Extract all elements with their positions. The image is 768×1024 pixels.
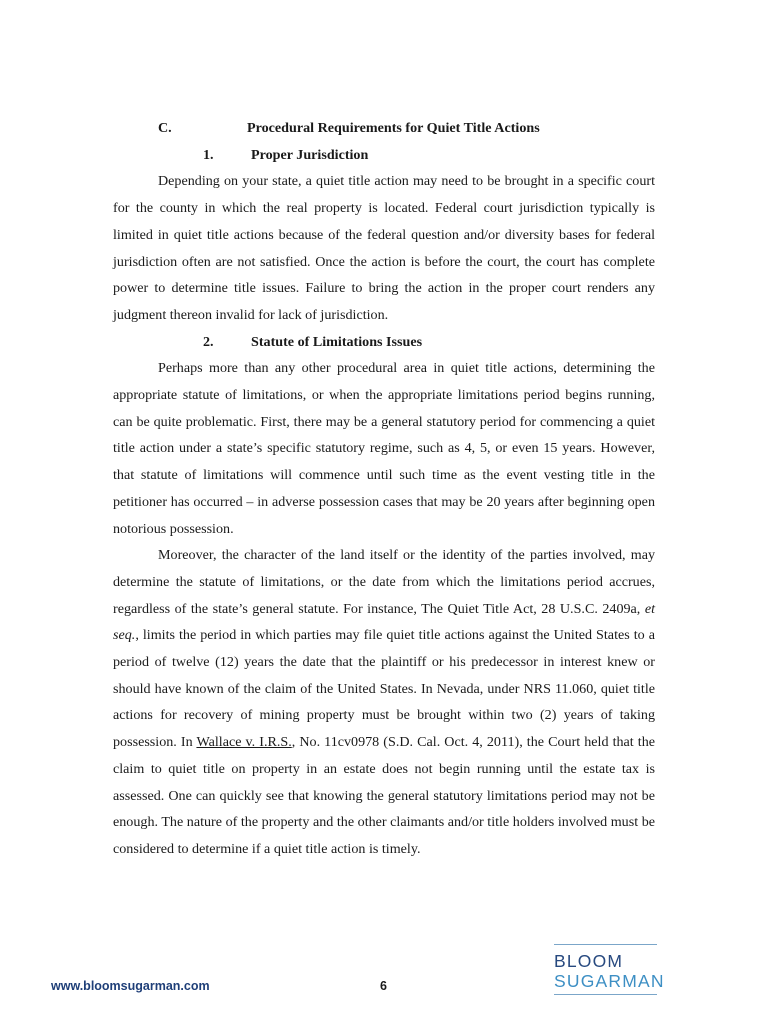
subsection-number: 2. (203, 333, 214, 350)
paragraph-text: Moreover, the character of the land itself or the identity of the parties involved, may determine the statute of limitations, or the date from which the limitations period accrues, regardless of the state’s general statute. For instance, The Quiet Title Act, 28 U.S.C. 2409a, (113, 547, 655, 617)
paragraph-text: , limits the period in which parties may file quiet title actions against the United States to a period of twelve (12) years the date that the plaintiff or his predecessor in interest knew or should have known of the claim of the United States. In Nevada, under NRS 11.060, quiet title actions for recovery of mining property must be brought within two (2) years of taking possession. In (113, 627, 655, 751)
paragraph-limitations-1: Perhaps more than any other procedural area in quiet title actions, determining the appropriate statute of limitations, or when the appropriate limitations period begins running, can be quite problematic. First, there may be a general statutory period for commencing a quiet title action under a state’s specific statutory regime, such as 4, 5, or even 15 years. However, that statute of limitations will commence until such time as the event vesting title in the petitioner has occurred – in adverse possession cases that may be 20 years after beginning open notorious possession. (113, 360, 655, 537)
subsection-number: 1. (203, 146, 214, 163)
logo-top-rule (554, 944, 657, 945)
section-heading (113, 115, 655, 142)
document-body (113, 115, 655, 863)
case-citation: Wallace v. I.R.S. (196, 734, 292, 751)
logo-text-bloom: BLOOM (554, 951, 624, 971)
paragraph-jurisdiction: Depending on your state, a quiet title action may need to be brought in a specific court for the county in which the real property is located. Federal court jurisdiction typically is limited in quiet title actions because of the federal question and/or diversity bases for federal jurisdiction often are not satisfied. Once the action is before the court, the court has complete power to determine title issues. Failure to bring the action in the proper court renders any judgment thereon invalid for lack of jurisdiction. (113, 173, 655, 323)
paragraph-text: , No. 11cv0978 (S.D. Cal. Oct. 4, 2011), the Court held that the claim to quiet title on property in an estate does not begin running until the estate tax is assessed. One can quickly see that knowing the general statutory limitations period may not be enough. The nature of the property and the other claimants and/or title holders involved must be considered to determine if a quiet title action is timely. (113, 734, 655, 857)
subsection-title: Statute of Limitations Issues (251, 333, 423, 350)
subsection-heading-jurisdiction (113, 142, 655, 169)
footer-website-link[interactable]: www.bloomsugarman.com (51, 979, 210, 993)
logo-bottom-rule (554, 994, 657, 995)
logo-text-sugarman: SUGARMAN (554, 971, 665, 991)
subsection-title: Proper Jurisdiction (251, 146, 369, 163)
section-title: Procedural Requirements for Quiet Title Actions (247, 120, 540, 136)
section-letter: C. (158, 120, 172, 136)
company-logo (554, 944, 665, 995)
paragraph-italic-text: et seq. (113, 600, 655, 644)
page-number: 6 (380, 979, 387, 993)
paragraph-limitations-2 (113, 542, 655, 862)
subsection-heading-limitations (113, 329, 655, 356)
